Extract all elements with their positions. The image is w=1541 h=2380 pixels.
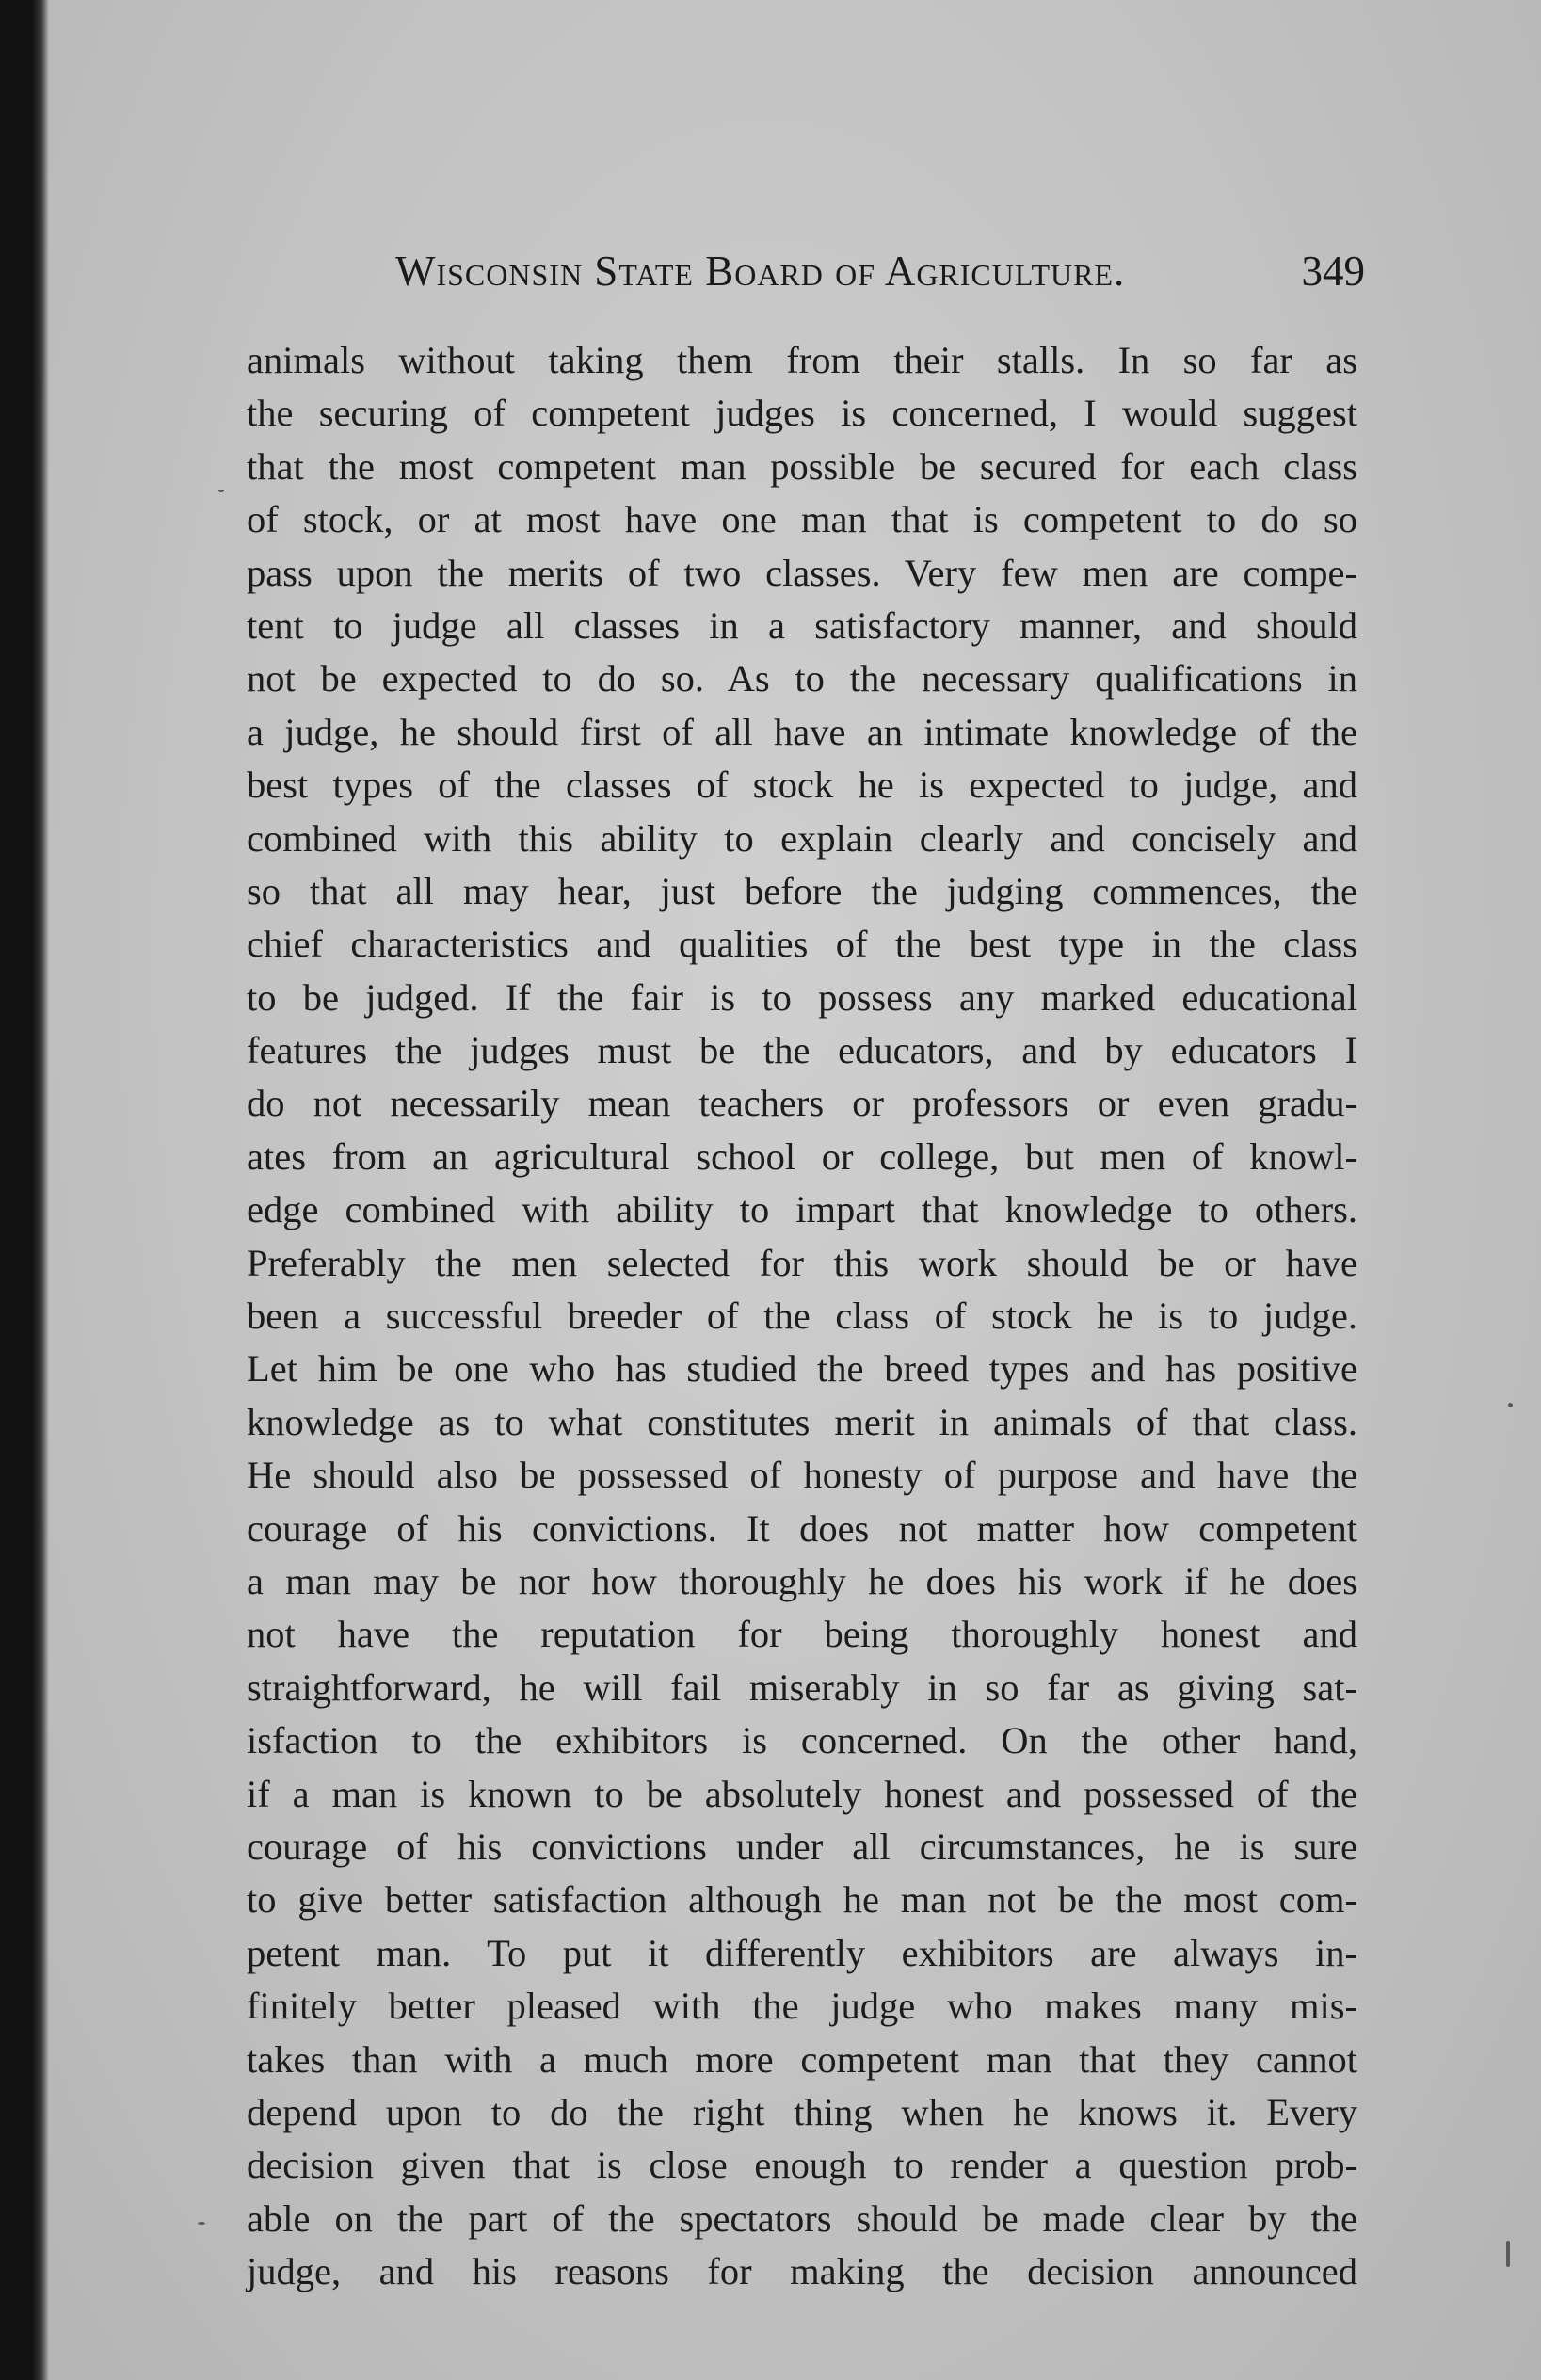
text-line: a judge, he should first of all have an intimate knowledge of the bbox=[247, 710, 1357, 753]
text-line: courage of his convictions. It does not matter how competent bbox=[247, 1506, 1357, 1550]
text-line: Let him be one who has studied the breed types and has positive bbox=[247, 1347, 1357, 1391]
text-line: finitely better pleased with the judge who makes many mis- bbox=[247, 1985, 1357, 2028]
text-line: ates from an agricultural school or college, but men of knowl- bbox=[247, 1134, 1357, 1178]
text-line: the securing of competent judges is concerned, I would suggest bbox=[247, 392, 1357, 435]
text-line: knowledge as to what constitutes merit in animals of that class. bbox=[247, 1400, 1357, 1443]
page-number: 349 bbox=[1301, 248, 1365, 295]
text-line: straightforward, he will fail miserably in so far as giving sat- bbox=[247, 1665, 1357, 1709]
scan-speck bbox=[1508, 1403, 1513, 1407]
text-line: courage of his convictions under all circumstances, he is sure bbox=[247, 1825, 1357, 1868]
text-line: pass upon the merits of two classes. Very few men are compe- bbox=[247, 551, 1357, 594]
text-line: animals without taking them from their stalls. In so far as bbox=[247, 339, 1357, 381]
text-line: a man may be nor how thoroughly he does his work if he does bbox=[247, 1559, 1357, 1602]
text-line: petent man. To put it differently exhibitors are always in- bbox=[247, 1931, 1357, 1974]
text-line: to give better satisfaction although he man not be the most com- bbox=[247, 1878, 1357, 1922]
running-title: Wisconsin State Board of Agriculture. bbox=[395, 248, 1126, 295]
text-line: takes than with a much more competent man that they cannot bbox=[247, 2037, 1357, 2081]
text-line: so that all may hear, just before the judging commences, the bbox=[247, 869, 1357, 912]
text-line: if a man is known to be absolutely honest and possessed of the bbox=[247, 1772, 1357, 1815]
text-line: tent to judge all classes in a satisfactory manner, and should bbox=[247, 603, 1357, 647]
text-line: best types of the classes of stock he is expected to judge, and bbox=[247, 764, 1357, 807]
page-header bbox=[395, 247, 1365, 303]
text-line: not have the reputation for being thoroughly honest and bbox=[247, 1613, 1357, 1656]
text-line: combined with this ability to explain clearly and concisely and bbox=[247, 816, 1357, 860]
text-line: to be judged. If the fair is to possess any marked educational bbox=[247, 975, 1357, 1019]
text-line: isfaction to the exhibitors is concerned. On the other hand, bbox=[247, 1719, 1357, 1762]
scan-speck bbox=[1506, 2241, 1510, 2267]
text-line: of stock, or at most have one man that is competent to do so bbox=[247, 498, 1357, 541]
text-line: Preferably the men selected for this work should be or have bbox=[247, 1241, 1357, 1284]
text-line: been a successful breeder of the class of stock he is to judge. bbox=[247, 1295, 1357, 1338]
text-line: edge combined with ability to impart that knowledge to others. bbox=[247, 1188, 1357, 1231]
text-line: chief characteristics and qualities of the best type in the class bbox=[247, 923, 1357, 966]
text-line: decision given that is close enough to render a question prob- bbox=[247, 2144, 1357, 2187]
text-line: do not necessarily mean teachers or professors or even gradu- bbox=[247, 1082, 1357, 1125]
body-paragraph bbox=[247, 334, 1357, 2298]
scan-speck bbox=[218, 490, 224, 492]
text-line: able on the part of the spectators should be made clear by the bbox=[247, 2196, 1357, 2240]
text-line: depend upon to do the right thing when he knows it. Every bbox=[247, 2090, 1357, 2133]
text-line: judge, and his reasons for making the decision announced bbox=[247, 2250, 1357, 2293]
scan-speck bbox=[198, 2222, 205, 2225]
book-gutter-edge bbox=[0, 0, 49, 2380]
text-line: He should also be possessed of honesty of purpose and have the bbox=[247, 1454, 1357, 1497]
text-line: that the most competent man possible be secured for each class bbox=[247, 444, 1357, 488]
text-line: features the judges must be the educators, and by educators I bbox=[247, 1029, 1357, 1072]
text-line: not be expected to do so. As to the necessary qualifications in bbox=[247, 657, 1357, 700]
